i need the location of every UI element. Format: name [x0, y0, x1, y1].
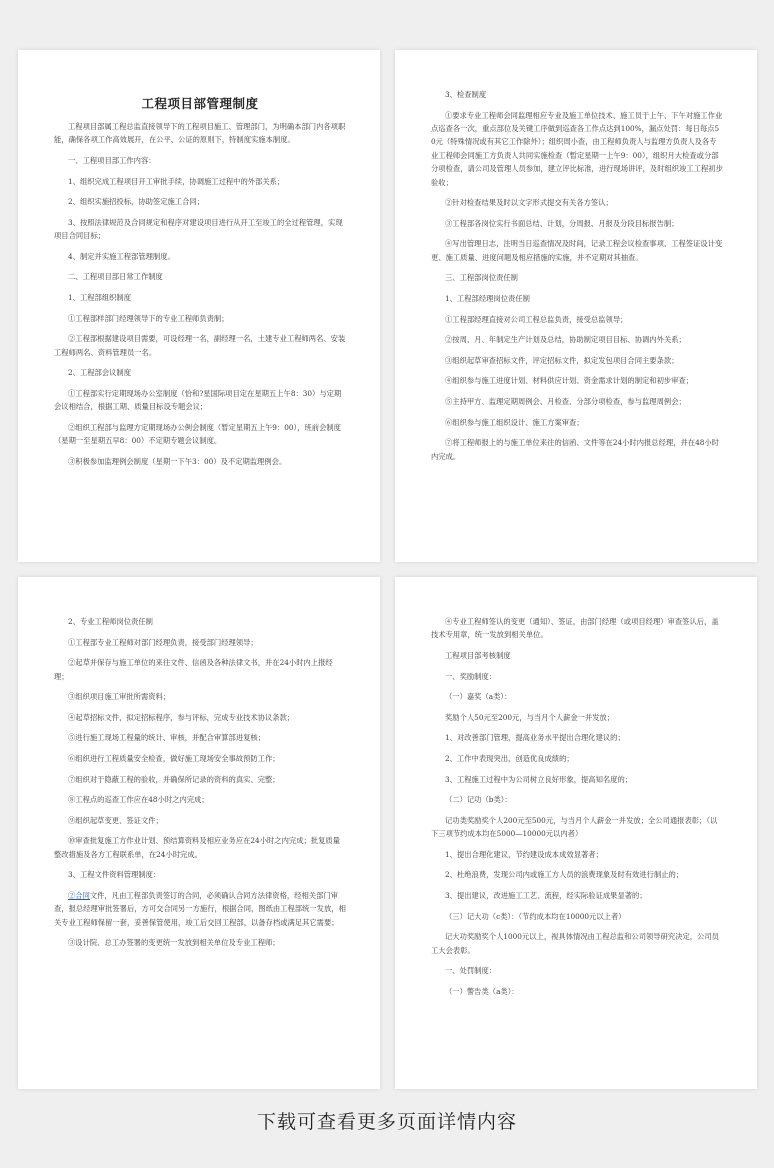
paragraph: 4、制定并实施工程部管理制度。 — [68, 251, 175, 261]
paragraph: 2、工程部会议制度 — [68, 368, 132, 378]
document-page-1 — [18, 50, 380, 562]
paragraph: ⑩审查批复施工方作业计划、预结算资料及相应业务应在24小时之内完成；批复质量整改措施及各方工程联系单，在24小时完成。 — [54, 836, 340, 859]
document-page-2 — [395, 50, 757, 562]
document-title: 工程项目部管理制度 — [141, 96, 259, 111]
page-4-content — [431, 615, 723, 1005]
paragraph: 1、工程部组织制度 — [68, 292, 132, 302]
paragraph: 一、工程项目部工作内容： — [68, 156, 156, 165]
paragraph: ①工程部实行定期现场办公室制度（恰和?星国际项目定在星期五上午8：30）与定期会议相结合，根据工期、质量目标设专题会议； — [54, 388, 342, 412]
paragraph: ⑤主持甲方、监理定期周例会、月检查、分部分项检查，参与监理周例会； — [445, 396, 686, 406]
document-page-3 — [18, 577, 380, 1089]
paragraph: ①要求专业工程师会同监理相应专业及施工单位技术、施工员于上午、下午对施工作业点巡查各一次，重点部位及关键工序做到巡查各工作点达到100%，漏点处罚：每日每点50元（特殊情况或有其它工作除外）；组织周小查，由工程师负责人与监理方负责人及各专业工程师会同施工方负责人共同实施检查（暂定星期一上午9：00），组织月大检查或分部分项检查，请公司及管理人员参加，建立评比标准，进行现场讲评，及时组织竣工工程初步验收； — [431, 110, 723, 187]
paragraph: （二）记功（b类）： — [445, 795, 512, 805]
paragraph — [54, 889, 346, 929]
paragraph: 1、组织完成工程项目开工审批手续，协调施工过程中的外部关系； — [68, 176, 285, 186]
document-page-4 — [395, 577, 757, 1089]
paragraph: ⑧工程点的巡查工作应在48小时之内完成； — [68, 795, 209, 805]
paragraph: 2、专业工程师岗位责任制 — [68, 617, 153, 626]
paragraph: 三、工程部岗位责任制 — [445, 273, 518, 283]
paragraph: ③组织起草审查招标文件，评定招标文件，拟定发包项目合同主要条款； — [445, 355, 679, 365]
paragraph: 1、工程部经理岗位责任制 — [445, 294, 530, 303]
paragraph: 2、组织实施招投标，协助签定施工合同； — [68, 197, 204, 207]
page-2-content — [431, 88, 723, 470]
paragraph: 工程项目部属工程总监直接领导下的工程项目施工、管理部门，为明确本部门内各项职能，确保各项工作高效展开，在公平、公证的原则下，特制度实施本制度。 — [54, 122, 346, 145]
paragraph: ④起草招标文件，拟定招标程序，参与评标，完成专业技术协议条款； — [68, 712, 295, 722]
paragraph: ④专业工程师签认的变更（通知）、签证，由部门经理（或项目经理）审查签认后，盖技术专用章，统一发放到相关单位。 — [431, 617, 719, 640]
paragraph: 2、杜绝浪费，发现公司内或施工方人员的浪费现象及时有效进行制止的； — [445, 870, 684, 880]
paragraph: ⑥组织参与施工组织设计、施工方案审查； — [445, 417, 584, 427]
paragraph: （一）警告类（a类）： — [445, 986, 519, 996]
paragraph: ⑦组织对于隐蔽工程的验收，并确保所记录的资料的真实、完整； — [68, 774, 280, 784]
paragraph: （一）嘉奖（a类）： — [445, 692, 512, 702]
paragraph: 2、工作中表现突出，创造优良成绩的； — [445, 753, 574, 763]
paragraph: 工程项目部考核制度 — [445, 651, 511, 660]
paragraph: ①工程部专业工程师对部门经理负责，接受部门经理领导； — [68, 637, 258, 647]
paragraph: ②工程部根据建设项目需要，可设经理一名，副经理一名，土建专业工程师两名、安装工程师两名、资料管理员一名。 — [54, 334, 346, 357]
paragraph: 1、提出合理化建议，节约建设成本成效显著者； — [445, 849, 603, 859]
download-more-caption[interactable]: 下载可查看更多页面详情内容 — [256, 1111, 517, 1133]
paragraph: 3、工程施工过程中为公司树立良好形象，提高知名度的； — [445, 774, 633, 784]
paragraph: ⑦将工程师报上的与施工单位来往的信函、文件等在24小时内报总经理，并在48小时内完成。 — [431, 438, 719, 461]
paragraph: ⑤进行施工现场工程量的统计、审核，并配合审算部进复核； — [68, 733, 266, 743]
paragraph: 3、提出建议，改进施工工艺、流程，经实际验证成果显著的； — [445, 890, 647, 900]
paragraph: ④写出管理日志，注明当日巡查情况及时间，记录工程会议检查事项、工程签证设计变更、施工质量、进度问题及相应措施的实施，并不定期对其抽查。 — [431, 239, 723, 262]
paragraph: 一、处罚制度： — [445, 966, 497, 976]
paragraph: ①工程部经理直接对公司工程总监负责，接受总监领导； — [445, 314, 628, 324]
page-1-content — [54, 94, 346, 475]
paragraph: ③工程部各岗位实行书面总结、计划，分周报、月报及分段目标报告制； — [445, 218, 679, 228]
paragraph: 3、工程文件资料管理制度： — [68, 870, 161, 880]
paragraph: ②起草并保存与施工单位的来往文件、信函及各种法律文书，并在24小时内上报经理； — [54, 658, 333, 681]
paragraph: ③组织项目施工审批所需资料； — [68, 692, 171, 702]
paragraph-text: 文件，凡由工程部负责签订的合同，必须确认合同方法律资格，经相关部门审查，报总经理审批签署后，方可交合同另一方施行，根据合同，图纸由工程部统一发放，相关专业工程师保留一套，妥善保管使用，竣工后交回工程部，以备存档或满足其它需要； — [54, 890, 346, 927]
paragraph: ③设计院、总工办签署的变更统一发放到相关单位及专业工程师； — [68, 938, 280, 948]
paragraph: 记功类奖励奖个人200元至500元，与当月个人薪金一并发放；全公司通报表彰；（以下三项节约成本均在5000—10000元以内者） — [431, 815, 718, 839]
paragraph: （三）记大功（c类）：（节约成本均在10000元以上者） — [445, 911, 626, 921]
page-3-content — [54, 615, 346, 957]
paragraph: 3、按照法律规范及合同规定和程序对建设项目进行从开工至竣工的全过程管理，实现项目合同目标； — [54, 217, 343, 241]
paragraph: ⑥组织进行工程质量安全检查，做好施工现场安全事故预防工作； — [68, 753, 280, 763]
paragraph: ②组织工程部与监理方定期现场办公例会制度（暂定星期五上午9：00），班前会制度（星期一至星期五早8：00）不定期专题会议制度。 — [54, 422, 341, 446]
paragraph: ⑨组织起草变更、签证文件； — [68, 815, 163, 825]
contract-link[interactable]: ②合同 — [68, 890, 90, 900]
paragraph: ③积极参加监理例会制度（星期一下午3：00）及不定期监理例会。 — [68, 456, 287, 466]
paragraph: 一、奖励制度： — [445, 671, 497, 681]
paragraph: ④组织参与施工进度计划、材料供应计划、资金需求计划的制定和初步审查； — [445, 376, 694, 386]
paragraph: 奖励个人50元至200元，与当月个人薪金一并发放； — [445, 712, 615, 722]
paragraph: 二、工程项目部日常工作制度 — [68, 272, 163, 282]
paragraph: 3、检查制度 — [445, 90, 487, 99]
paragraph: ①工程部样部门经理领导下的专业工程师负责制； — [68, 313, 229, 323]
paragraph: ②按周、月、年制定生产计划及总结，协助制定项目目标、协调内外关系； — [445, 335, 686, 345]
paragraph: 记大功奖励奖个人1000元以上，视具体情况由工程总监和公司领导研究决定，公司员工大会表彰。 — [431, 932, 719, 955]
paragraph: 1、对改善部门管理，提高业务水平提出合理化建议的； — [445, 733, 625, 743]
paragraph: ②针对检查结果及时以文字形式提交有关各方签认； — [445, 198, 613, 208]
